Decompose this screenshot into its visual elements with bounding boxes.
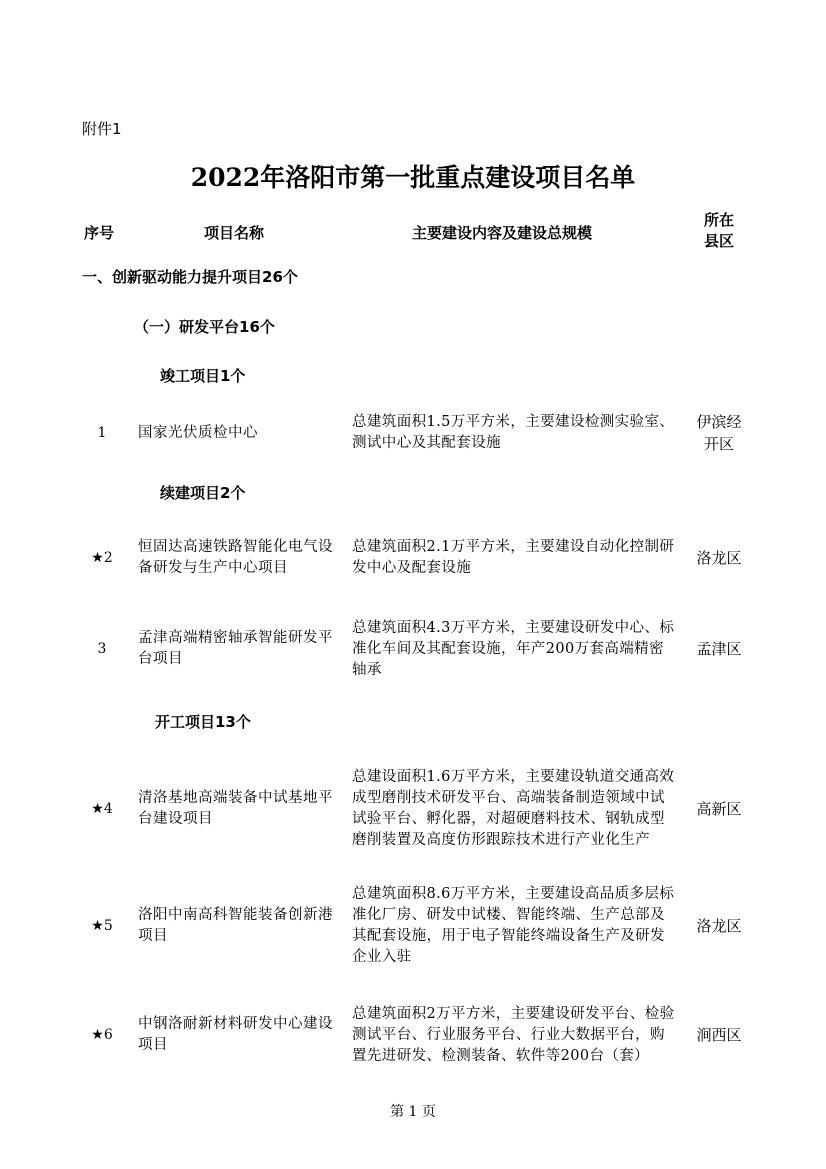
header-county-line1: 所在 xyxy=(703,211,734,229)
project-name: 恒固达高速铁路智能化电气设备研发与生产中心项目 xyxy=(138,539,333,576)
group-heading-completed: 竣工项目1个 xyxy=(160,367,246,385)
header-county xyxy=(700,210,738,252)
project-seq: ★4 xyxy=(91,801,113,817)
project-name: 清洛基地高端装备中试基地平台建设项目 xyxy=(138,790,333,827)
project-county: 伊滨经开区 xyxy=(696,413,742,453)
group-heading-started: 开工项目13个 xyxy=(155,713,251,731)
subsection-heading: （一）研发平台16个 xyxy=(134,318,275,336)
project-content: 总建筑面积1.5万平方米，主要建设检测实验室、测试中心及其配套设施 xyxy=(352,414,675,451)
project-name: 国家光伏质检中心 xyxy=(138,424,258,441)
project-content: 总建筑面积4.3万平方米，主要建设研发中心、标准化车间及其配套设施，年产200万套高端精密轴承 xyxy=(352,619,675,678)
group-heading-continued: 续建项目2个 xyxy=(160,484,246,502)
table-row xyxy=(0,880,826,972)
section-heading: 一、创新驱动能力提升项目26个 xyxy=(82,268,298,286)
project-county: 高新区 xyxy=(696,800,742,818)
page-footer: 第 1 页 xyxy=(390,1104,436,1120)
project-county: 孟津区 xyxy=(696,640,742,658)
project-name: 孟津高端精密轴承智能研发平台项目 xyxy=(138,630,333,667)
table-row xyxy=(0,522,826,594)
table-row xyxy=(0,752,826,866)
table-row xyxy=(0,989,826,1081)
table-row xyxy=(0,612,826,686)
project-name: 洛阳中南高科智能装备创新港项目 xyxy=(138,907,333,944)
header-seq: 序号 xyxy=(84,224,115,242)
project-county: 洛龙区 xyxy=(696,917,742,935)
project-content: 总建筑面积2万平方米，主要建设研发平台、检验测试平台、行业服务平台、行业大数据平台，购置先进研发、检测装备、软件等200台（套） xyxy=(352,1005,675,1064)
project-seq: ★5 xyxy=(91,918,113,934)
project-content: 总建筑面积2.1万平方米，主要建设自动化控制研发中心及配套设施 xyxy=(352,539,675,576)
header-county-line2: 县区 xyxy=(703,232,734,250)
project-seq: 1 xyxy=(97,425,107,441)
project-content: 总建筑面积8.6万平方米，主要建设高品质多层标准化厂房、研发中试楼、智能终端、生产总部及其配套设施，用于电子智能终端设备生产及研发企业入驻 xyxy=(352,886,675,965)
header-content: 主要建设内容及建设总规模 xyxy=(412,224,593,242)
attachment-label: 附件1 xyxy=(82,120,122,138)
project-name: 中钢洛耐新材料研发中心建设项目 xyxy=(138,1016,333,1053)
project-content: 总建设面积1.6万平方米，主要建设轨道交通高效成型磨削技术研发平台、高端装备制造领域中试试验平台、孵化器，对超硬磨料技术、钢轨成型磨削装置及高度仿形跟踪技术进行产业化生产 xyxy=(352,769,675,848)
document-title: 2022年洛阳市第一批重点建设项目名单 xyxy=(190,163,636,192)
header-name: 项目名称 xyxy=(204,224,265,242)
project-seq: ★6 xyxy=(91,1027,113,1043)
table-row xyxy=(0,405,826,461)
project-seq: 3 xyxy=(97,641,107,657)
project-county: 涧西区 xyxy=(696,1026,742,1044)
project-seq: ★2 xyxy=(91,550,113,566)
project-county: 洛龙区 xyxy=(696,549,742,567)
